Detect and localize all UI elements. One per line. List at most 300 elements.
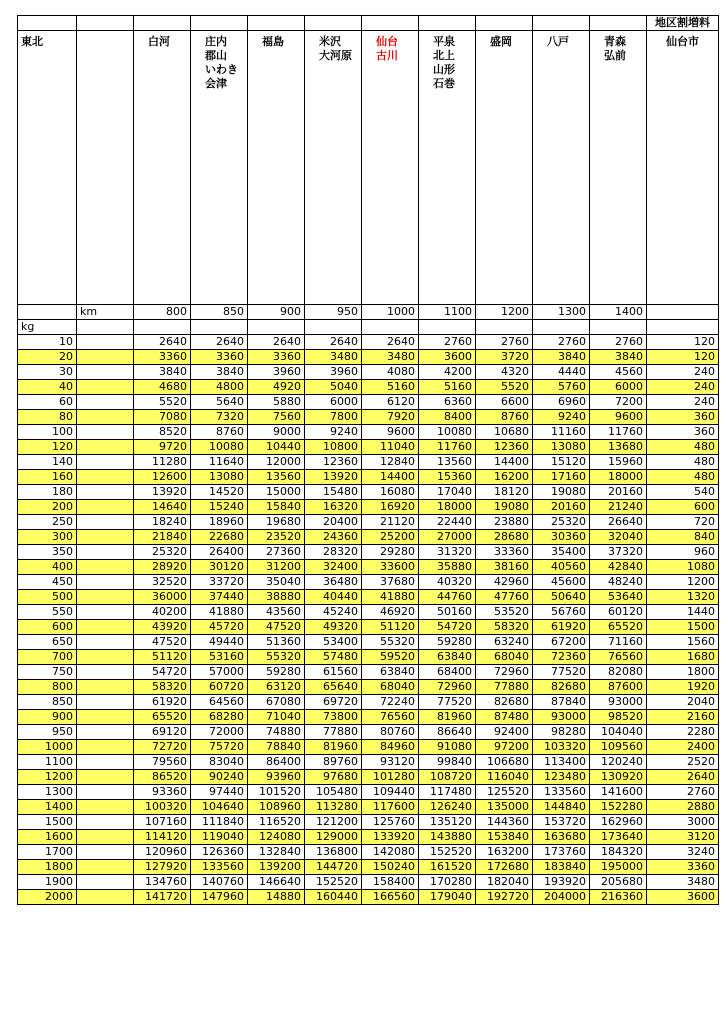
- price-cell: 7080: [134, 410, 191, 425]
- price-cell: 9000: [248, 425, 305, 440]
- price-cell: 7560: [248, 410, 305, 425]
- table-row: [18, 890, 719, 905]
- price-cell: 13920: [305, 470, 362, 485]
- price-cell: 27360: [248, 545, 305, 560]
- km-label: km: [77, 305, 134, 320]
- price-cell: 3480: [362, 350, 419, 365]
- price-cell: 41880: [191, 605, 248, 620]
- weight-cell: 450: [18, 575, 77, 590]
- table-row: [18, 350, 719, 365]
- price-cell: 40440: [305, 590, 362, 605]
- price-cell: 21840: [134, 530, 191, 545]
- price-cell: 65520: [590, 620, 647, 635]
- price-cell: 5880: [248, 395, 305, 410]
- distance-cell: 800: [134, 305, 191, 320]
- surcharge-city: 仙台市: [647, 31, 719, 305]
- price-cell: 179040: [419, 890, 476, 905]
- blank-cell: [77, 515, 134, 530]
- price-cell: 5760: [533, 380, 590, 395]
- price-cell: 59280: [248, 665, 305, 680]
- price-cell: 12600: [134, 470, 191, 485]
- destination-name: 八戸: [547, 35, 569, 48]
- blank-cell: [77, 560, 134, 575]
- price-cell: 69120: [134, 725, 191, 740]
- destination-header: [305, 31, 362, 305]
- price-cell: 14400: [476, 455, 533, 470]
- surcharge-cell: 480: [647, 470, 719, 485]
- top-blank-row: [18, 16, 719, 31]
- price-cell: 91080: [419, 740, 476, 755]
- surcharge-cell: 1920: [647, 680, 719, 695]
- region-label: 東北: [18, 31, 77, 305]
- price-cell: 172680: [476, 860, 533, 875]
- price-cell: 153720: [533, 815, 590, 830]
- price-cell: 129000: [305, 830, 362, 845]
- price-cell: 51120: [362, 620, 419, 635]
- price-cell: 58320: [476, 620, 533, 635]
- weight-cell: 950: [18, 725, 77, 740]
- destination-name: 石巻: [433, 77, 455, 90]
- destination-header: [476, 31, 533, 305]
- price-cell: 67080: [248, 695, 305, 710]
- price-cell: 117600: [362, 800, 419, 815]
- price-cell: 77520: [419, 695, 476, 710]
- price-cell: 97200: [476, 740, 533, 755]
- price-cell: 54720: [134, 665, 191, 680]
- weight-cell: 180: [18, 485, 77, 500]
- price-cell: 130920: [590, 770, 647, 785]
- table-row: [18, 755, 719, 770]
- price-cell: 78840: [248, 740, 305, 755]
- weight-cell: 140: [18, 455, 77, 470]
- distance-cell: 1200: [476, 305, 533, 320]
- price-cell: 3840: [590, 350, 647, 365]
- table-row: [18, 590, 719, 605]
- price-cell: 136800: [305, 845, 362, 860]
- price-cell: 4320: [476, 365, 533, 380]
- surcharge-cell: 720: [647, 515, 719, 530]
- destination-name: 白河: [148, 35, 170, 48]
- destination-header: [362, 31, 419, 305]
- price-cell: 166560: [362, 890, 419, 905]
- weight-cell: 1700: [18, 845, 77, 860]
- price-cell: 113280: [305, 800, 362, 815]
- weight-cell: 1500: [18, 815, 77, 830]
- weight-cell: 300: [18, 530, 77, 545]
- weight-cell: 600: [18, 620, 77, 635]
- price-cell: 150240: [362, 860, 419, 875]
- price-cell: 38160: [476, 560, 533, 575]
- price-cell: 41880: [362, 590, 419, 605]
- price-cell: 51120: [134, 650, 191, 665]
- blank-cell: [77, 830, 134, 845]
- price-cell: 173760: [533, 845, 590, 860]
- price-cell: 132840: [248, 845, 305, 860]
- price-cell: 15240: [191, 500, 248, 515]
- price-cell: 58320: [134, 680, 191, 695]
- price-cell: 26400: [191, 545, 248, 560]
- price-cell: 3960: [248, 365, 305, 380]
- price-cell: 120240: [590, 755, 647, 770]
- price-cell: 2760: [533, 335, 590, 350]
- price-cell: 65640: [305, 680, 362, 695]
- surcharge-cell: 3120: [647, 830, 719, 845]
- price-cell: 9720: [134, 440, 191, 455]
- weight-cell: 750: [18, 665, 77, 680]
- surcharge-cell: 2880: [647, 800, 719, 815]
- price-cell: 63840: [362, 665, 419, 680]
- price-cell: 98280: [533, 725, 590, 740]
- price-cell: 72720: [134, 740, 191, 755]
- destination-header: [248, 31, 305, 305]
- destination-name: 米沢: [319, 35, 341, 48]
- price-cell: 42960: [476, 575, 533, 590]
- price-cell: 192720: [476, 890, 533, 905]
- price-cell: 47520: [248, 620, 305, 635]
- surcharge-cell: 1800: [647, 665, 719, 680]
- price-cell: 10680: [476, 425, 533, 440]
- price-cell: 59280: [419, 635, 476, 650]
- price-cell: 144840: [533, 800, 590, 815]
- blank-header-cell: [77, 31, 134, 305]
- price-cell: 2640: [362, 335, 419, 350]
- price-cell: 40560: [533, 560, 590, 575]
- blank-distance-cell: [18, 305, 77, 320]
- distance-cell: 1300: [533, 305, 590, 320]
- table-row: [18, 410, 719, 425]
- price-cell: 3840: [191, 365, 248, 380]
- price-cell: 77880: [305, 725, 362, 740]
- blank-cell: [77, 425, 134, 440]
- price-cell: 75720: [191, 740, 248, 755]
- price-cell: 15360: [419, 470, 476, 485]
- blank-cell: [77, 785, 134, 800]
- price-cell: 146640: [248, 875, 305, 890]
- price-cell: 33720: [191, 575, 248, 590]
- price-cell: 18120: [476, 485, 533, 500]
- destination-header: [419, 31, 476, 305]
- price-cell: 134760: [134, 875, 191, 890]
- surcharge-cell: 2520: [647, 755, 719, 770]
- price-cell: 24360: [305, 530, 362, 545]
- price-cell: 81960: [419, 710, 476, 725]
- price-cell: 93000: [533, 710, 590, 725]
- price-cell: 11160: [533, 425, 590, 440]
- price-cell: 19080: [476, 500, 533, 515]
- price-cell: 89760: [305, 755, 362, 770]
- weight-cell: 10: [18, 335, 77, 350]
- table-row: [18, 785, 719, 800]
- price-cell: 18000: [590, 470, 647, 485]
- table-row: [18, 860, 719, 875]
- price-cell: 10080: [419, 425, 476, 440]
- price-cell: 4080: [362, 365, 419, 380]
- weight-cell: 400: [18, 560, 77, 575]
- weight-cell: 80: [18, 410, 77, 425]
- price-cell: 40320: [419, 575, 476, 590]
- price-cell: 83040: [191, 755, 248, 770]
- price-cell: 160440: [305, 890, 362, 905]
- price-cell: 15960: [590, 455, 647, 470]
- price-cell: 142080: [362, 845, 419, 860]
- price-cell: 61560: [305, 665, 362, 680]
- price-cell: 42840: [590, 560, 647, 575]
- table-row: [18, 515, 719, 530]
- price-cell: 6120: [362, 395, 419, 410]
- surcharge-cell: 1200: [647, 575, 719, 590]
- price-cell: 3840: [533, 350, 590, 365]
- price-cell: 14400: [362, 470, 419, 485]
- table-row: [18, 335, 719, 350]
- price-cell: 61920: [533, 620, 590, 635]
- price-cell: 11280: [134, 455, 191, 470]
- blank-cell: [77, 575, 134, 590]
- price-cell: 101520: [248, 785, 305, 800]
- price-cell: 28920: [134, 560, 191, 575]
- price-cell: 93000: [590, 695, 647, 710]
- destination-name: 郡山: [205, 49, 227, 62]
- price-cell: 108720: [419, 770, 476, 785]
- price-cell: 125760: [362, 815, 419, 830]
- weight-cell: 20: [18, 350, 77, 365]
- destination-header: [134, 31, 191, 305]
- surcharge-cell: 3480: [647, 875, 719, 890]
- price-cell: 53640: [590, 590, 647, 605]
- price-cell: 53160: [191, 650, 248, 665]
- price-cell: 153840: [476, 830, 533, 845]
- surcharge-cell: 2400: [647, 740, 719, 755]
- destination-name: 会津: [205, 77, 227, 90]
- price-cell: 82680: [533, 680, 590, 695]
- price-cell: 126360: [191, 845, 248, 860]
- table-row: [18, 605, 719, 620]
- price-cell: 61920: [134, 695, 191, 710]
- blank-cell: [77, 740, 134, 755]
- price-cell: 23880: [476, 515, 533, 530]
- price-cell: 147960: [191, 890, 248, 905]
- price-cell: 12360: [305, 455, 362, 470]
- price-cell: 5160: [362, 380, 419, 395]
- price-cell: 113400: [533, 755, 590, 770]
- weight-cell: 100: [18, 425, 77, 440]
- price-cell: 16200: [476, 470, 533, 485]
- destination-name: 北上: [433, 49, 455, 62]
- surcharge-cell: 360: [647, 410, 719, 425]
- price-cell: 76560: [362, 710, 419, 725]
- price-cell: 56760: [533, 605, 590, 620]
- blank-cell: [77, 545, 134, 560]
- price-cell: 63120: [248, 680, 305, 695]
- price-cell: 3360: [134, 350, 191, 365]
- surcharge-cell: 1500: [647, 620, 719, 635]
- price-cell: 139200: [248, 860, 305, 875]
- price-cell: 36480: [305, 575, 362, 590]
- price-cell: 60120: [590, 605, 647, 620]
- price-cell: 195000: [590, 860, 647, 875]
- price-cell: 125520: [476, 785, 533, 800]
- price-cell: 4920: [248, 380, 305, 395]
- price-cell: 49440: [191, 635, 248, 650]
- weight-cell: 650: [18, 635, 77, 650]
- price-cell: 25320: [533, 515, 590, 530]
- price-cell: 74880: [248, 725, 305, 740]
- surcharge-cell: 1320: [647, 590, 719, 605]
- table-row: [18, 620, 719, 635]
- price-cell: 204000: [533, 890, 590, 905]
- price-cell: 9240: [533, 410, 590, 425]
- price-cell: 3720: [476, 350, 533, 365]
- price-cell: 158400: [362, 875, 419, 890]
- price-cell: 37680: [362, 575, 419, 590]
- price-cell: 72960: [419, 680, 476, 695]
- price-cell: 21240: [590, 500, 647, 515]
- blank-cell: [77, 590, 134, 605]
- weight-cell: 1400: [18, 800, 77, 815]
- price-cell: 44760: [419, 590, 476, 605]
- price-cell: 173640: [590, 830, 647, 845]
- surcharge-cell: 3000: [647, 815, 719, 830]
- price-cell: 23520: [248, 530, 305, 545]
- blank-cell: [77, 725, 134, 740]
- price-cell: 109440: [362, 785, 419, 800]
- price-cell: 69720: [305, 695, 362, 710]
- price-cell: 2640: [305, 335, 362, 350]
- blank-cell: [77, 650, 134, 665]
- blank-cell: [77, 680, 134, 695]
- table-row: [18, 500, 719, 515]
- price-cell: 3360: [248, 350, 305, 365]
- weight-cell: 1200: [18, 770, 77, 785]
- price-cell: 93120: [362, 755, 419, 770]
- price-cell: 13560: [419, 455, 476, 470]
- weight-cell: 200: [18, 500, 77, 515]
- price-cell: 124080: [248, 830, 305, 845]
- price-cell: 8520: [134, 425, 191, 440]
- price-cell: 20400: [305, 515, 362, 530]
- price-cell: 80760: [362, 725, 419, 740]
- price-cell: 45720: [191, 620, 248, 635]
- price-cell: 133560: [533, 785, 590, 800]
- table-row: [18, 530, 719, 545]
- price-cell: 32400: [305, 560, 362, 575]
- price-cell: 16080: [362, 485, 419, 500]
- blank-cell: [77, 710, 134, 725]
- price-cell: 45240: [305, 605, 362, 620]
- price-cell: 35400: [533, 545, 590, 560]
- surcharge-cell: 120: [647, 335, 719, 350]
- price-cell: 119040: [191, 830, 248, 845]
- price-cell: 25320: [134, 545, 191, 560]
- price-cell: 15480: [305, 485, 362, 500]
- price-cell: 53520: [476, 605, 533, 620]
- price-cell: 22680: [191, 530, 248, 545]
- distance-cell: 1400: [590, 305, 647, 320]
- destination-header: [590, 31, 647, 305]
- price-cell: 55320: [362, 635, 419, 650]
- price-cell: 35880: [419, 560, 476, 575]
- price-cell: 87480: [476, 710, 533, 725]
- surcharge-cell: 120: [647, 350, 719, 365]
- price-cell: 63240: [476, 635, 533, 650]
- distance-cell: 1000: [362, 305, 419, 320]
- price-cell: 31320: [419, 545, 476, 560]
- surcharge-cell: 240: [647, 380, 719, 395]
- price-cell: 11640: [191, 455, 248, 470]
- table-row: [18, 845, 719, 860]
- price-cell: 152520: [305, 875, 362, 890]
- price-cell: 68280: [191, 710, 248, 725]
- surcharge-cell: 1560: [647, 635, 719, 650]
- table-row: [18, 635, 719, 650]
- price-cell: 116040: [476, 770, 533, 785]
- distance-cell: 950: [305, 305, 362, 320]
- surcharge-cell: 960: [647, 545, 719, 560]
- table-row: [18, 575, 719, 590]
- surcharge-cell: 480: [647, 440, 719, 455]
- price-cell: 184320: [590, 845, 647, 860]
- price-cell: 163200: [476, 845, 533, 860]
- price-cell: 163680: [533, 830, 590, 845]
- weight-cell: 900: [18, 710, 77, 725]
- price-cell: 82080: [590, 665, 647, 680]
- distance-row: [18, 305, 719, 320]
- price-cell: 141600: [590, 785, 647, 800]
- table-row: [18, 695, 719, 710]
- weight-cell: 800: [18, 680, 77, 695]
- price-cell: 93360: [134, 785, 191, 800]
- weight-cell: 1100: [18, 755, 77, 770]
- price-cell: 77520: [533, 665, 590, 680]
- surcharge-cell: 240: [647, 365, 719, 380]
- surcharge-cell: 1440: [647, 605, 719, 620]
- price-cell: 15120: [533, 455, 590, 470]
- price-cell: 86400: [248, 755, 305, 770]
- price-cell: 72240: [362, 695, 419, 710]
- price-cell: 107160: [134, 815, 191, 830]
- price-cell: 50160: [419, 605, 476, 620]
- surcharge-cell: 540: [647, 485, 719, 500]
- blank-cell: [77, 815, 134, 830]
- price-cell: 4800: [191, 380, 248, 395]
- price-cell: 6000: [305, 395, 362, 410]
- price-cell: 109560: [590, 740, 647, 755]
- price-cell: 2640: [134, 335, 191, 350]
- price-cell: 14640: [134, 500, 191, 515]
- table-row: [18, 710, 719, 725]
- price-cell: 106680: [476, 755, 533, 770]
- price-cell: 111840: [191, 815, 248, 830]
- weight-cell: 250: [18, 515, 77, 530]
- blank-cell: [77, 755, 134, 770]
- blank-cell: [77, 695, 134, 710]
- surcharge-cell: 2160: [647, 710, 719, 725]
- blank-cell: [77, 530, 134, 545]
- price-cell: 10440: [248, 440, 305, 455]
- price-cell: 63840: [419, 650, 476, 665]
- destination-header-row: [18, 31, 719, 305]
- destination-name: 庄内: [205, 35, 227, 48]
- kg-label-row: [18, 320, 719, 335]
- price-cell: 3600: [419, 350, 476, 365]
- price-cell: 30120: [191, 560, 248, 575]
- destination-header: [533, 31, 590, 305]
- blank-cell: [77, 890, 134, 905]
- price-cell: 133920: [362, 830, 419, 845]
- price-cell: 90240: [191, 770, 248, 785]
- price-cell: 13080: [191, 470, 248, 485]
- weight-cell: 1600: [18, 830, 77, 845]
- price-cell: 57000: [191, 665, 248, 680]
